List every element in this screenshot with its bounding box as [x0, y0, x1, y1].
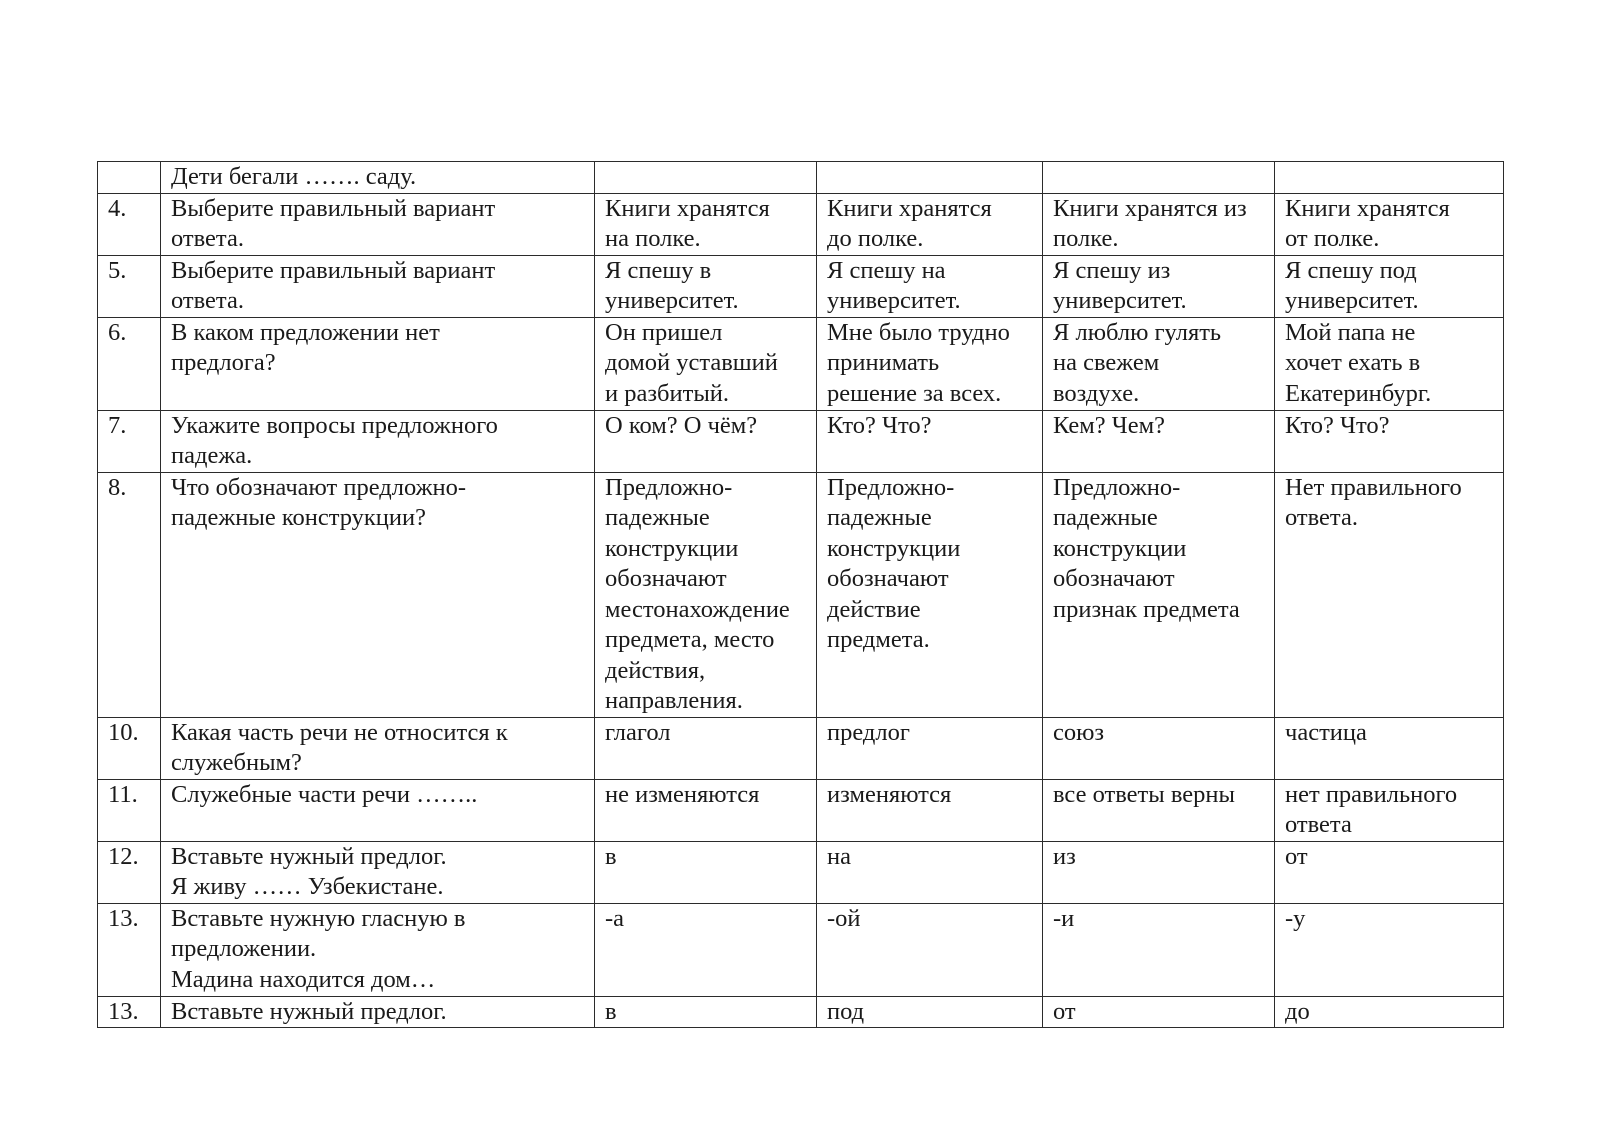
answer-c-cell: Кем? Чем?: [1043, 410, 1275, 472]
answer-b-cell: предлог: [817, 717, 1043, 779]
answer-d-cell: нет правильного ответа: [1275, 779, 1504, 841]
answer-c-cell: Предложно- падежные конструкции обозначают признак предмета: [1043, 472, 1275, 717]
answer-a-cell: [595, 162, 817, 194]
answer-d-cell: Кто? Что?: [1275, 410, 1504, 472]
answer-d-cell: -у: [1275, 903, 1504, 996]
answer-b-cell: Книги хранятся до полке.: [817, 193, 1043, 255]
answer-d-cell: от: [1275, 841, 1504, 903]
answer-c-cell: Я люблю гулять на свежем воздухе.: [1043, 317, 1275, 410]
question-cell: Что обозначают предложно- падежные конструкции?: [161, 472, 595, 717]
answer-c-cell: союз: [1043, 717, 1275, 779]
question-number-cell: 4.: [98, 193, 161, 255]
question-number-cell: 13.: [98, 903, 161, 996]
question-cell: Выберите правильный вариант ответа.: [161, 193, 595, 255]
table-row: [98, 996, 1504, 1028]
question-number-cell: 13.: [98, 996, 161, 1028]
answer-c-cell: [1043, 162, 1275, 194]
question-cell: Вставьте нужную гласную в предложении. Мадина находится дом…: [161, 903, 595, 996]
answer-a-cell: глагол: [595, 717, 817, 779]
table-row: [98, 410, 1504, 472]
table-row: [98, 841, 1504, 903]
answer-a-cell: Я спешу в университет.: [595, 255, 817, 317]
question-cell: Выберите правильный вариант ответа.: [161, 255, 595, 317]
question-cell: Какая часть речи не относится к служебным?: [161, 717, 595, 779]
answer-a-cell: Предложно- падежные конструкции обозначают местонахождение предмета, место действия, направления.: [595, 472, 817, 717]
answer-b-cell: на: [817, 841, 1043, 903]
answer-b-cell: -ой: [817, 903, 1043, 996]
answer-d-cell: частица: [1275, 717, 1504, 779]
question-number-cell: 8.: [98, 472, 161, 717]
answer-d-cell: Нет правильного ответа.: [1275, 472, 1504, 717]
table-row: [98, 162, 1504, 194]
table-row: [98, 779, 1504, 841]
question-cell: Вставьте нужный предлог.: [161, 996, 595, 1028]
answer-c-cell: -и: [1043, 903, 1275, 996]
answer-c-cell: от: [1043, 996, 1275, 1028]
question-number-cell: 5.: [98, 255, 161, 317]
answer-a-cell: в: [595, 996, 817, 1028]
answer-a-cell: -а: [595, 903, 817, 996]
answer-c-cell: Книги хранятся из полке.: [1043, 193, 1275, 255]
answer-b-cell: Я спешу на университет.: [817, 255, 1043, 317]
table-row: [98, 255, 1504, 317]
question-cell: Служебные части речи ……..: [161, 779, 595, 841]
question-number-cell: 12.: [98, 841, 161, 903]
question-cell: В каком предложении нет предлога?: [161, 317, 595, 410]
answer-d-cell: Мой папа не хочет ехать в Екатеринбург.: [1275, 317, 1504, 410]
answer-a-cell: Он пришел домой уставший и разбитый.: [595, 317, 817, 410]
answer-d-cell: [1275, 162, 1504, 194]
question-number-cell: 10.: [98, 717, 161, 779]
answer-c-cell: из: [1043, 841, 1275, 903]
answer-a-cell: Книги хранятся на полке.: [595, 193, 817, 255]
table-row: [98, 193, 1504, 255]
answer-b-cell: Кто? Что?: [817, 410, 1043, 472]
question-number-cell: [98, 162, 161, 194]
table-row: [98, 903, 1504, 996]
answer-d-cell: Я спешу под университет.: [1275, 255, 1504, 317]
question-cell: Укажите вопросы предложного падежа.: [161, 410, 595, 472]
answer-b-cell: изменяются: [817, 779, 1043, 841]
table-row: [98, 317, 1504, 410]
table-row: [98, 472, 1504, 717]
table-row: [98, 717, 1504, 779]
question-cell: Вставьте нужный предлог. Я живу …… Узбекистане.: [161, 841, 595, 903]
question-number-cell: 11.: [98, 779, 161, 841]
quiz-table: [97, 161, 1504, 1028]
question-number-cell: 7.: [98, 410, 161, 472]
answer-b-cell: Мне было трудно принимать решение за всех.: [817, 317, 1043, 410]
question-cell: Дети бегали ……. саду.: [161, 162, 595, 194]
answer-c-cell: Я спешу из университет.: [1043, 255, 1275, 317]
answer-a-cell: в: [595, 841, 817, 903]
answer-d-cell: Книги хранятся от полке.: [1275, 193, 1504, 255]
answer-b-cell: [817, 162, 1043, 194]
answer-c-cell: все ответы верны: [1043, 779, 1275, 841]
answer-d-cell: до: [1275, 996, 1504, 1028]
answer-a-cell: не изменяются: [595, 779, 817, 841]
answer-a-cell: О ком? О чём?: [595, 410, 817, 472]
answer-b-cell: Предложно- падежные конструкции обозначают действие предмета.: [817, 472, 1043, 717]
answer-b-cell: под: [817, 996, 1043, 1028]
question-number-cell: 6.: [98, 317, 161, 410]
